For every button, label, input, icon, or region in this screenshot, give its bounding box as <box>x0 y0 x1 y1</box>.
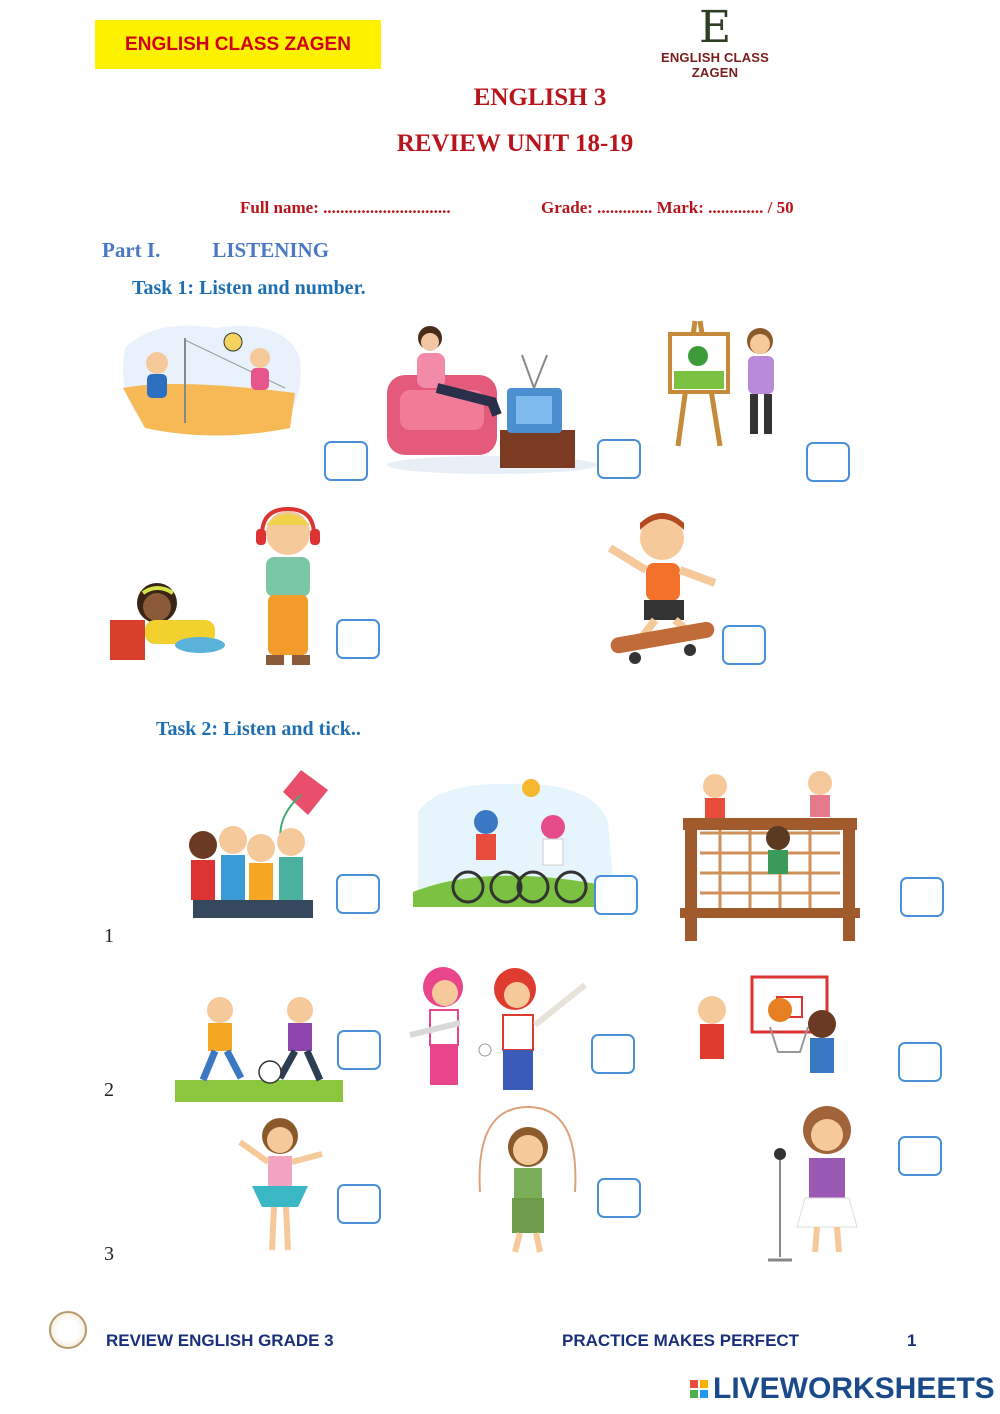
singing-picture <box>765 1102 875 1264</box>
liveworksheets-brand <box>690 1372 995 1406</box>
section-label: LISTENING <box>212 238 330 262</box>
school-logo <box>640 2 790 80</box>
part-label: Part I. <box>102 238 161 262</box>
task2-row3-box-2[interactable] <box>597 1178 641 1218</box>
grade-mark-line: Grade: ............. Mark: ............. / 50 <box>541 198 794 217</box>
part-heading <box>102 238 329 263</box>
full-name-line: Full name: .............................. <box>240 198 451 217</box>
task1-heading: Task 1: Listen and number. <box>132 277 366 299</box>
volleyball-picture <box>115 318 305 438</box>
task2-row1-box-1[interactable] <box>336 874 380 914</box>
task2-heading: Task 2: Listen and tick.. <box>156 718 361 740</box>
task1-answer-box-4[interactable] <box>336 619 380 659</box>
task2-row1-box-2[interactable] <box>594 875 638 915</box>
badge-text: ENGLISH CLASS ZAGEN <box>125 33 351 55</box>
climbing-picture <box>680 768 860 943</box>
dancing-picture <box>232 1112 327 1257</box>
task2-row2-box-2[interactable] <box>591 1034 635 1074</box>
task2-row3-box-1[interactable] <box>337 1184 381 1224</box>
task2-row1-box-3[interactable] <box>900 877 944 917</box>
skipping-picture <box>470 1102 585 1257</box>
row-number-1: 1 <box>104 925 114 947</box>
painting-picture <box>660 316 790 461</box>
task2-row2-box-1[interactable] <box>337 1030 381 1070</box>
baseball-picture <box>405 965 590 1100</box>
page-number: 1 <box>907 1331 917 1350</box>
skateboarding-picture <box>600 508 725 673</box>
row-number-2: 2 <box>104 1079 114 1101</box>
worksheet-subtitle: REVIEW UNIT 18-19 <box>396 130 634 157</box>
cycling-picture <box>408 772 618 912</box>
task2-row2-box-3[interactable] <box>898 1042 942 1082</box>
basketball-picture <box>682 972 847 1102</box>
logo-text: ENGLISH CLASS ZAGEN <box>660 50 770 80</box>
task1-answer-box-1[interactable] <box>324 441 368 481</box>
task2-row3-box-3[interactable] <box>898 1136 942 1176</box>
logo-letter: E <box>698 2 732 53</box>
footer-left-text: REVIEW ENGLISH GRADE 3 <box>106 1331 334 1350</box>
worksheet-title: ENGLISH 3 <box>473 84 607 111</box>
task1-answer-box-3[interactable] <box>806 442 850 482</box>
liveworksheets-text: LIVEWORKSHEETS <box>713 1372 995 1405</box>
football-picture <box>175 992 345 1104</box>
row-number-3: 3 <box>104 1243 114 1265</box>
class-badge <box>95 20 381 69</box>
reading-picture <box>105 575 230 670</box>
footer-logo-stamp <box>49 1311 87 1349</box>
task1-answer-box-2[interactable] <box>597 439 641 479</box>
liveworksheets-logo-icon <box>690 1380 708 1398</box>
listening-to-music-picture <box>248 505 328 670</box>
footer-center-text: PRACTICE MAKES PERFECT <box>562 1331 800 1350</box>
task1-answer-box-5[interactable] <box>722 625 766 665</box>
watching-tv-picture <box>382 320 597 475</box>
flying-kites-picture <box>183 770 333 925</box>
